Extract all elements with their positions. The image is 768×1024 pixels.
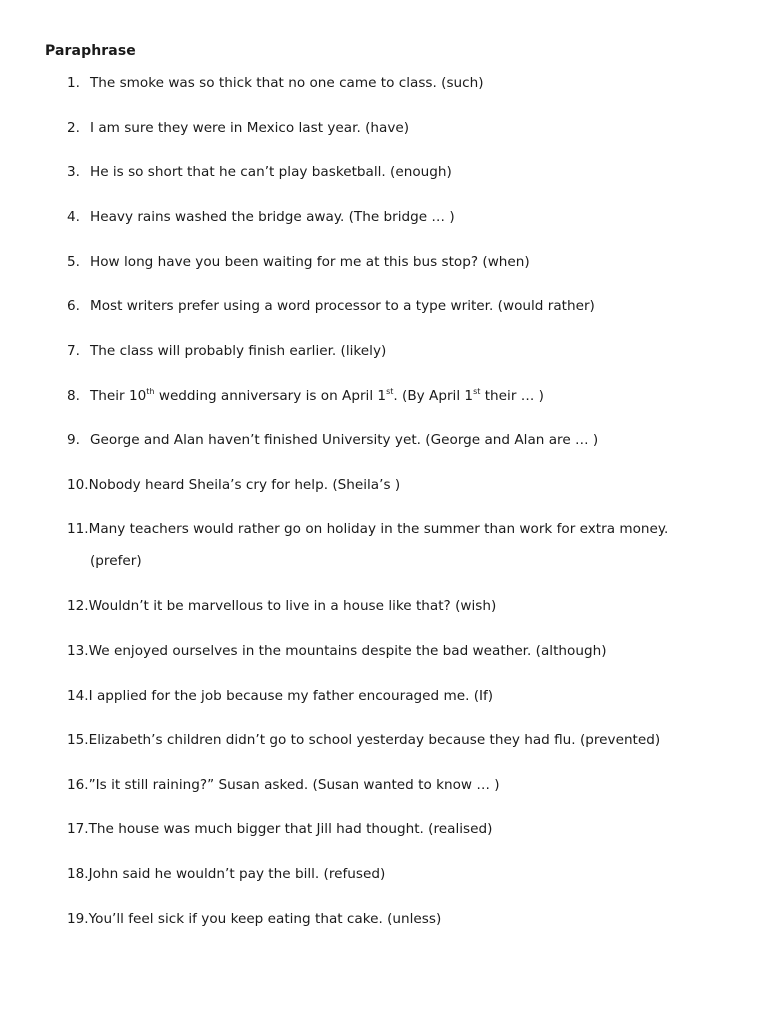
item-continuation: (prefer)	[90, 553, 142, 569]
item-number: 7.	[67, 343, 80, 359]
ordinal-suffix: st	[386, 387, 394, 396]
item-text: George and Alan haven’t finished University yet. (George and Alan are … )	[90, 432, 599, 448]
list-item-17	[67, 821, 492, 838]
item-text-part: . (By April 1	[393, 388, 474, 404]
ordinal-suffix: st	[473, 387, 481, 396]
item-text: The house was much bigger that Jill had thought. (realised)	[88, 821, 493, 837]
item-number: 19.	[67, 911, 89, 927]
item-number: 11.	[67, 521, 89, 537]
item-number: 15.	[67, 732, 89, 748]
item-text: John said he wouldn’t pay the bill. (refused)	[88, 866, 386, 882]
item-number: 5.	[67, 254, 80, 270]
list-item-1	[67, 75, 484, 92]
item-text: Many teachers would rather go on holiday in the summer than work for extra money.	[88, 521, 669, 537]
item-text: Most writers prefer using a word processor to a type writer. (would rather)	[90, 298, 595, 314]
item-text: Elizabeth’s children didn’t go to school yesterday because they had flu. (prevented)	[88, 732, 661, 748]
list-item-15	[67, 732, 660, 749]
item-text: Heavy rains washed the bridge away. (The bridge … )	[90, 209, 455, 225]
item-number: 12.	[67, 598, 89, 614]
item-text-part: wedding anniversary is on April 1	[154, 388, 387, 404]
list-item-13	[67, 643, 607, 660]
item-text: How long have you been waiting for me at this bus stop? (when)	[90, 254, 530, 270]
item-number: 14.	[67, 688, 89, 704]
item-text: The smoke was so thick that no one came to class. (such)	[90, 75, 484, 91]
list-item-11	[67, 521, 668, 538]
list-item-16	[67, 777, 500, 794]
item-number: 2.	[67, 120, 80, 136]
list-item-18	[67, 866, 385, 883]
item-text: I applied for the job because my father encouraged me. (If)	[88, 688, 494, 704]
item-number: 3.	[67, 164, 80, 180]
page-title: Paraphrase	[45, 43, 136, 59]
item-text: The class will probably finish earlier. (likely)	[90, 343, 387, 359]
item-number: 1.	[67, 75, 80, 91]
ordinal-suffix: th	[146, 387, 155, 396]
list-item-10	[67, 477, 400, 494]
item-number: 4.	[67, 209, 80, 225]
item-text: We enjoyed ourselves in the mountains despite the bad weather. (although)	[88, 643, 607, 659]
list-item-14	[67, 688, 493, 705]
item-number: 13.	[67, 643, 89, 659]
list-item-12	[67, 598, 496, 615]
list-item-9	[67, 432, 598, 449]
item-text-part: their … )	[480, 388, 544, 404]
item-number: 16.	[67, 777, 89, 793]
item-text: You’ll feel sick if you keep eating that cake. (unless)	[88, 911, 442, 927]
item-number: 10.	[67, 477, 89, 493]
list-item-19	[67, 911, 441, 928]
item-number: 9.	[67, 432, 80, 448]
list-item-8	[67, 388, 544, 405]
item-text: He is so short that he can’t play basketball. (enough)	[90, 164, 452, 180]
list-item-5	[67, 254, 530, 271]
list-item-2	[67, 120, 409, 137]
item-text: I am sure they were in Mexico last year. (have)	[90, 120, 410, 136]
item-number: 8.	[67, 388, 80, 404]
item-text: Nobody heard Sheila’s cry for help. (Sheila’s )	[88, 477, 401, 493]
list-item-3	[67, 164, 452, 181]
item-number: 18.	[67, 866, 89, 882]
item-text-part: Their 10	[90, 388, 147, 404]
item-number: 6.	[67, 298, 80, 314]
item-text: ”Is it still raining?” Susan asked. (Susan wanted to know … )	[88, 777, 500, 793]
item-text: Wouldn’t it be marvellous to live in a house like that? (wish)	[88, 598, 497, 614]
item-number: 17.	[67, 821, 89, 837]
list-item-7	[67, 343, 386, 360]
list-item-4	[67, 209, 455, 226]
list-item-6	[67, 298, 595, 315]
